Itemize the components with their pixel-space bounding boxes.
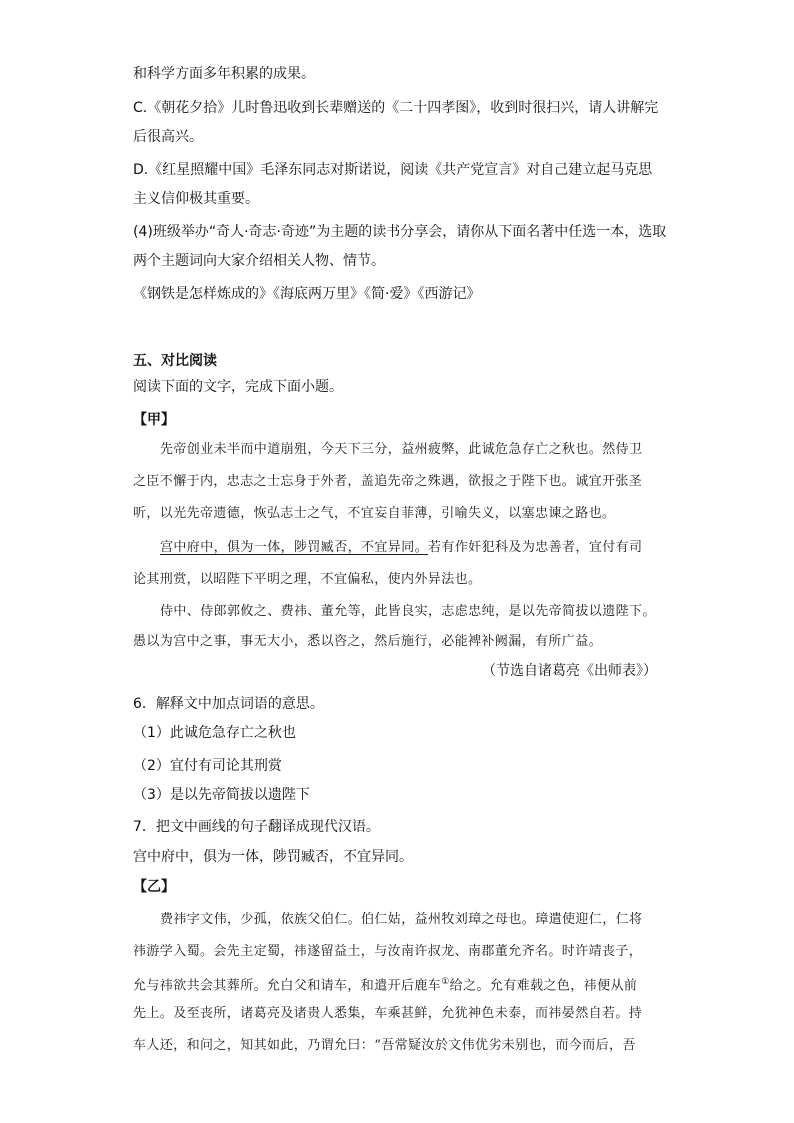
translation-sentence: 宫中府中，俱为一体，陟罚臧否，不宜异同。 <box>133 849 413 865</box>
classical-text-fragment: 允与祎欲共会其葬所。允白父和请车，和遣开后鹿车 <box>133 978 442 994</box>
text-line: 主义信仰极其重要。 <box>133 191 259 207</box>
footnote-marker: ① <box>441 977 450 987</box>
option-d-line: D.《红星照耀中国》毛泽东同志对斯诺说，阅读《共产党宣言》对自己建立起马克思 <box>133 162 653 178</box>
question-7: 7．把文中画线的句子翻译成现代汉语。 <box>133 819 380 835</box>
instruction-text: 阅读下面的文字，完成下面小题。 <box>133 379 343 395</box>
text-line: 两个主题词向大家介绍相关人物、情节。 <box>133 253 385 269</box>
passage-jia-label: 【甲】 <box>133 412 175 428</box>
classical-text-line: 祎游学入蜀。会先主定蜀，祎遂留益土，与汝南许叔龙、南郡董允齐名。时许靖丧子， <box>133 944 643 959</box>
question-6: 6．解释文中加点词语的意思。 <box>133 696 324 712</box>
section-heading: 五、对比阅读 <box>133 353 217 369</box>
passage-yi-label: 【乙】 <box>133 879 175 895</box>
classical-text-fragment: 若有作奸犯科及为忠善者，宜付有司 <box>428 540 643 555</box>
question-6-item: （1）此诚危急存亡之秋也 <box>133 725 296 741</box>
classical-text-line: 听，以光先帝遗德，恢弘志士之气，不宜妄自菲薄，引喻失义，以塞忠谏之路也。 <box>133 506 616 521</box>
text-line: 和科学方面多年积累的成果。 <box>133 66 315 82</box>
classical-text-line <box>133 972 637 996</box>
option-c-line: C.《朝花夕拾》儿时鲁迅收到长辈赠送的《二十四孝图》，收到时很扫兴，请人讲解完 <box>133 100 659 116</box>
classical-text-line: 先帝创业未半而中道崩殂，今天下三分，益州疲弊，此诚危急存亡之秋也。然侍卫 <box>160 442 643 457</box>
classical-text-line: 论其刑赏，以昭陛下平明之理，不宜偏私，使内外异法也。 <box>133 572 482 587</box>
classical-text-line: 车人还，和问之，知其如此，乃谓允曰：“吾常疑汝於文伟优劣未别也，而今而后，吾 <box>133 1038 636 1053</box>
classical-text-line: 之臣不懈于内，忠志之士忘身于外者，盖追先帝之殊遇，欲报之于陛下也。诚宜开张圣 <box>133 474 643 489</box>
classical-text-line: 愚以为宫中之事，事无大小，悉以咨之，然后施行，必能裨补阙漏，有所广益。 <box>133 634 603 649</box>
classical-text-fragment: 给之。允有难载之色，祎便从前 <box>449 978 638 994</box>
text-line: 后很高兴。 <box>133 129 203 145</box>
source-citation: （节选自诸葛亮《出师表》） <box>482 663 657 679</box>
classical-text-line: 先上。及至丧所，诸葛亮及诸贵人悉集，车乘甚鲜，允犹神色未泰，而祎晏然自若。持 <box>133 1006 643 1021</box>
classical-text-line: 侍中、侍郎郭攸之、费祎、董允等，此皆良实，志虑忠纯，是以先帝简拔以遗陛下。 <box>160 604 656 619</box>
classical-text-line: 费祎字文伟，少孤，依族父伯仁。伯仁姑，益州牧刘璋之母也。璋遣使迎仁，仁将 <box>160 912 643 927</box>
question-6-item: （2）宜付有司论其刑赏 <box>133 758 282 774</box>
underlined-sentence: 宫中府中，俱为一体，陟罚臧否，不宜异同。 <box>160 540 429 555</box>
question-6-item: （3）是以先帝简拔以遗陛下 <box>133 787 310 803</box>
question-4-line: (4)班级举办“奇人·奇志·奇迹”为主题的读书分享会，请你从下面名著中任选一本，选取 <box>133 224 667 240</box>
book-list: 《钢铁是怎样炼成的》《海底两万里》《简·爱》《西游记》 <box>133 286 481 302</box>
classical-text-line <box>160 538 642 558</box>
